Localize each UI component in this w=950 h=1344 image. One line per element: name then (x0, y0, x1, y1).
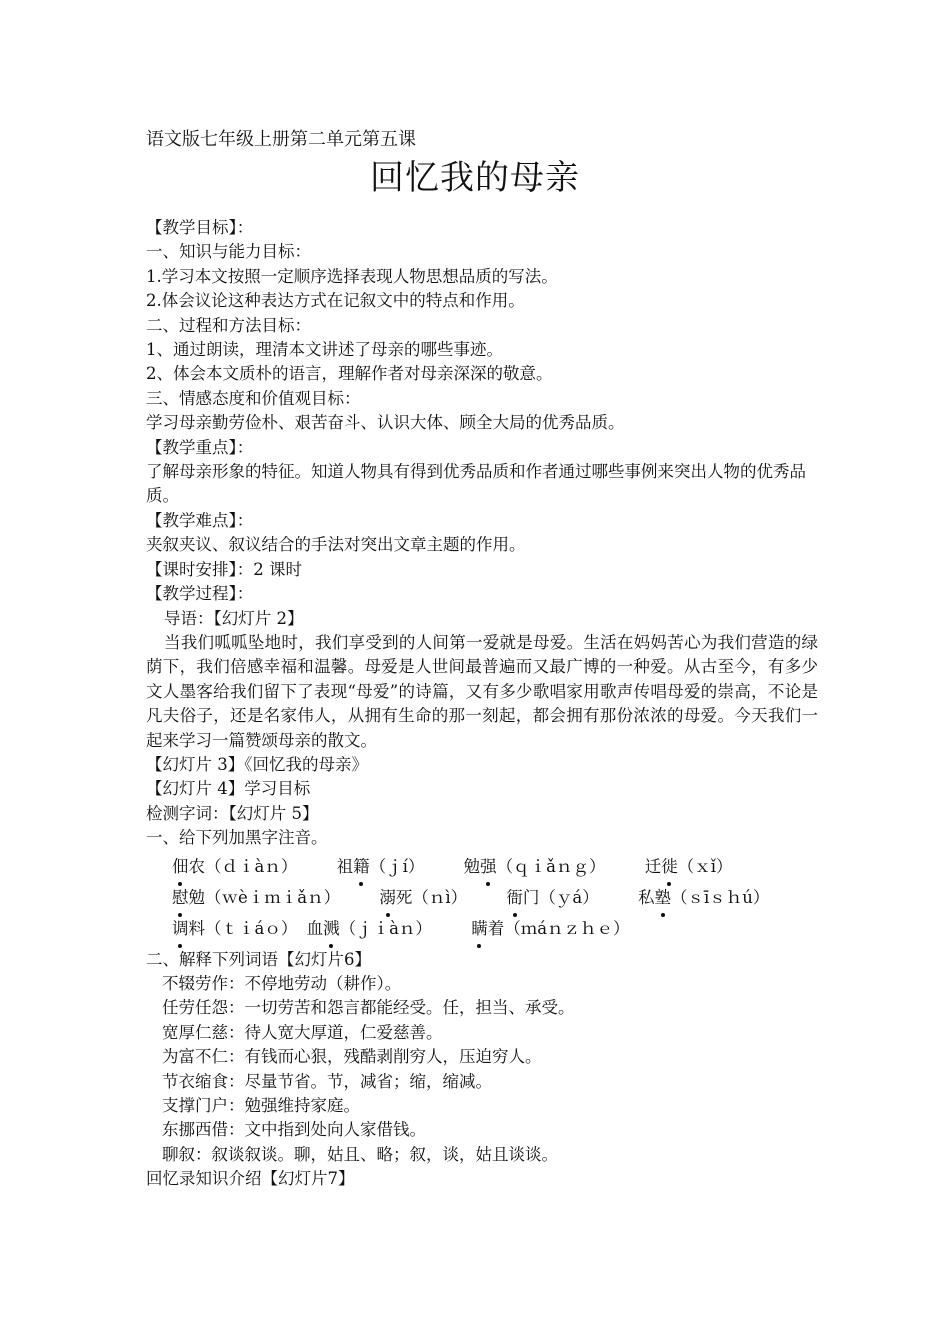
heading-objectives: 【教学目标】： (146, 218, 254, 237)
bold-char: 慰 (172, 882, 189, 913)
pinyin-item: 勉强（ｑｉǎｎｇ） (464, 851, 606, 882)
lesson-subtitle: 语文版七年级上册第二单元第五课 (146, 129, 416, 150)
intro-line: 导语：【幻灯片 2】 (164, 608, 304, 628)
bold-char: 强 (480, 851, 497, 882)
vocab-definition: 任劳任怨：一切劳苦和怨言都能经受。任，担当、承受。 (162, 998, 575, 1018)
vocab-definition: 支撑门户：勉强维持家庭。 (162, 1096, 360, 1115)
objective-section-2: 二、过程和方法目标： (146, 315, 311, 335)
bold-char: 徙 (661, 851, 678, 882)
slide-4-line: 【幻灯片 4】学习目标 (146, 779, 311, 799)
vocab-check-line: 检测字词：【幻灯片 5】 (146, 803, 319, 823)
pinyin-task-heading: 一、给下列加黑字注音。 (146, 828, 328, 848)
bold-char: 籍 (353, 851, 370, 882)
pinyin-item: 祖籍（ｊí） (337, 851, 425, 882)
pinyin-item: 迁徙（ｘǐ） (645, 851, 733, 882)
bold-char: 溅 (323, 913, 340, 944)
objective-item: 学习母亲勤劳俭朴、艰苦奋斗、认识大体、顾全大局的优秀品质。 (146, 413, 625, 433)
pinyin-item: 慰勉（ｗèｉｍｉǎｎ） (172, 882, 340, 913)
bold-char: 瞒 (471, 913, 488, 944)
memoir-intro-line: 回忆录知识介绍【幻灯片7】 (146, 1169, 355, 1189)
slide-3-line: 【幻灯片 3】《回忆我的母亲》 (146, 754, 368, 774)
pinyin-item: 调料（ｔｉáｏ） (172, 913, 297, 944)
heading-process: 【教学过程】： (146, 584, 254, 604)
pinyin-item: 溺死（ｎì） (379, 882, 467, 913)
document-body (146, 216, 818, 1192)
bold-char: 调 (172, 913, 189, 944)
schedule-line: 【课时安排】：2 课时 (146, 559, 302, 579)
objective-item: 1、通过朗读，理清本文讲述了母亲的哪些事迹。 (146, 340, 503, 360)
heading-difficulties: 【教学难点】： (146, 510, 254, 530)
bold-char: 衙 (506, 882, 523, 913)
objective-item: 2.体会议论这种表达方式在记叙文中的特点和作用。 (146, 291, 525, 311)
pinyin-item: 血溅（ｊｉàｎ） (307, 913, 432, 944)
objective-section-3: 三、情感态度和价值观目标： (146, 388, 361, 408)
pinyin-item: 瞒着（ｍáｎｚｈｅ） (471, 913, 629, 944)
document-title: 回忆我的母亲 (370, 158, 580, 198)
vocab-definition: 宽厚仁慈：待人宽大厚道，仁爱慈善。 (162, 1022, 443, 1042)
key-points-text: 了解母亲形象的特征。知道人物具有得到优秀品质和作者通过哪些事例来突出人物的优秀品质。 (146, 462, 806, 506)
pinyin-row (146, 882, 818, 913)
vocab-definition: 节衣缩食：尽量节省。节，减省；缩，缩减。 (162, 1071, 492, 1091)
pinyin-row (146, 851, 818, 882)
pinyin-row (146, 913, 818, 944)
vocab-definition: 不辍劳作：不停地劳动（耕作）。 (162, 973, 402, 993)
bold-char: 佃 (172, 851, 189, 882)
heading-key-points: 【教学重点】： (146, 437, 254, 457)
pinyin-item: 佃农（ｄｉàｎ） (172, 851, 297, 882)
objective-item: 2、体会本文质朴的语言，理解作者对母亲深深的敬意。 (146, 364, 553, 384)
difficulties-text: 夹叙夹议、叙议结合的手法对突出文章主题的作用。 (146, 535, 526, 555)
vocab-definition: 聊叙：叙谈叙谈。聊，姑且、略；叙，谈，姑且谈谈。 (162, 1144, 558, 1164)
intro-paragraph: 当我们呱呱坠地时，我们享受到的人间第一爱就是母爱。生活在妈妈苦心为我们营造的绿荫下，我们倍感幸福和温馨。母爱是人世间最普遍而又最广博的一种爱。从古至今，有多少文人墨客给我们留下了表现“母爱”的诗篇，又有多少歌唱家用歌声传唱母爱的崇高，不论是凡夫俗子，还是名家伟人，从拥有生命的那一刻起，都会拥有那份浓浓的母爱。今天我们一起来学习一篇赞颂母亲的散文。 (146, 632, 818, 750)
objective-section-1: 一、知识与能力目标： (146, 242, 311, 262)
vocab-definition: 为富不仁：有钱而心狠，残酷剥削穷人，压迫穷人。 (162, 1047, 542, 1067)
bold-char: 塾 (654, 882, 671, 913)
pinyin-item: 衙门（ｙá） (506, 882, 598, 913)
bold-char: 溺 (379, 882, 396, 913)
vocab-definition: 东挪西借：文中指到处向人家借钱。 (162, 1120, 426, 1140)
objective-item: 1.学习本文按照一定顺序选择表现人物思想品质的写法。 (146, 266, 558, 286)
pinyin-item: 私塾（ｓīｓｈú） (638, 882, 769, 913)
vocab-task-heading: 二、解释下列词语【幻灯片6】 (146, 949, 371, 969)
